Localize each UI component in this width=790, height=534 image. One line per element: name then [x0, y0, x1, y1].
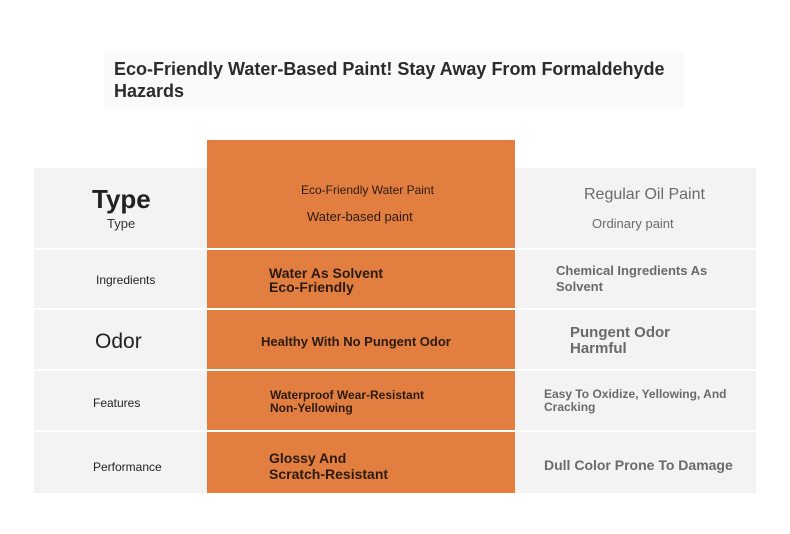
oil-odor-line1: Pungent Odor: [570, 324, 670, 341]
column-divider: [207, 430, 515, 432]
oil-ingredients-line1: Chemical Ingredients As: [556, 263, 708, 278]
eco-performance-line2: Scratch-Resistant: [269, 466, 389, 482]
oil-performance: Dull Color Prone To Damage: [544, 457, 733, 473]
eco-features-line1: Waterproof Wear-Resistant: [270, 388, 425, 402]
oil-paint-subheading: Ordinary paint: [592, 216, 674, 231]
eco-paint-subheading: Water-based paint: [307, 209, 413, 224]
eco-performance-line1: Glossy And: [269, 450, 347, 466]
column-divider: [207, 369, 515, 371]
row-label-performance: Performance: [93, 460, 162, 474]
page-title: Eco-Friendly Water-Based Paint! Stay Away From Formaldehyde Hazards: [114, 59, 665, 101]
eco-odor: Healthy With No Pungent Odor: [261, 334, 451, 349]
oil-features-line2: Cracking: [544, 400, 596, 414]
oil-ingredients-line2: Solvent: [556, 279, 603, 294]
eco-paint-heading: Eco-Friendly Water Paint: [301, 183, 434, 197]
oil-odor-line2: Harmful: [570, 340, 627, 357]
eco-ingredients-line1: Water As Solvent: [269, 265, 384, 281]
column-divider: [207, 248, 515, 250]
eco-features-line2: Non-Yellowing: [270, 401, 353, 415]
oil-paint-heading: Regular Oil Paint: [584, 186, 705, 203]
row-label-ingredients: Ingredients: [96, 273, 156, 287]
oil-features-line1: Easy To Oxidize, Yellowing, And: [544, 387, 727, 401]
row-label-odor: Odor: [95, 330, 142, 353]
row-sublabel-type: Type: [107, 216, 136, 231]
eco-ingredients-line2: Eco-Friendly: [269, 279, 354, 295]
row-label-type: Type: [92, 184, 151, 214]
row-label-features: Features: [93, 396, 141, 410]
column-divider: [207, 308, 515, 310]
